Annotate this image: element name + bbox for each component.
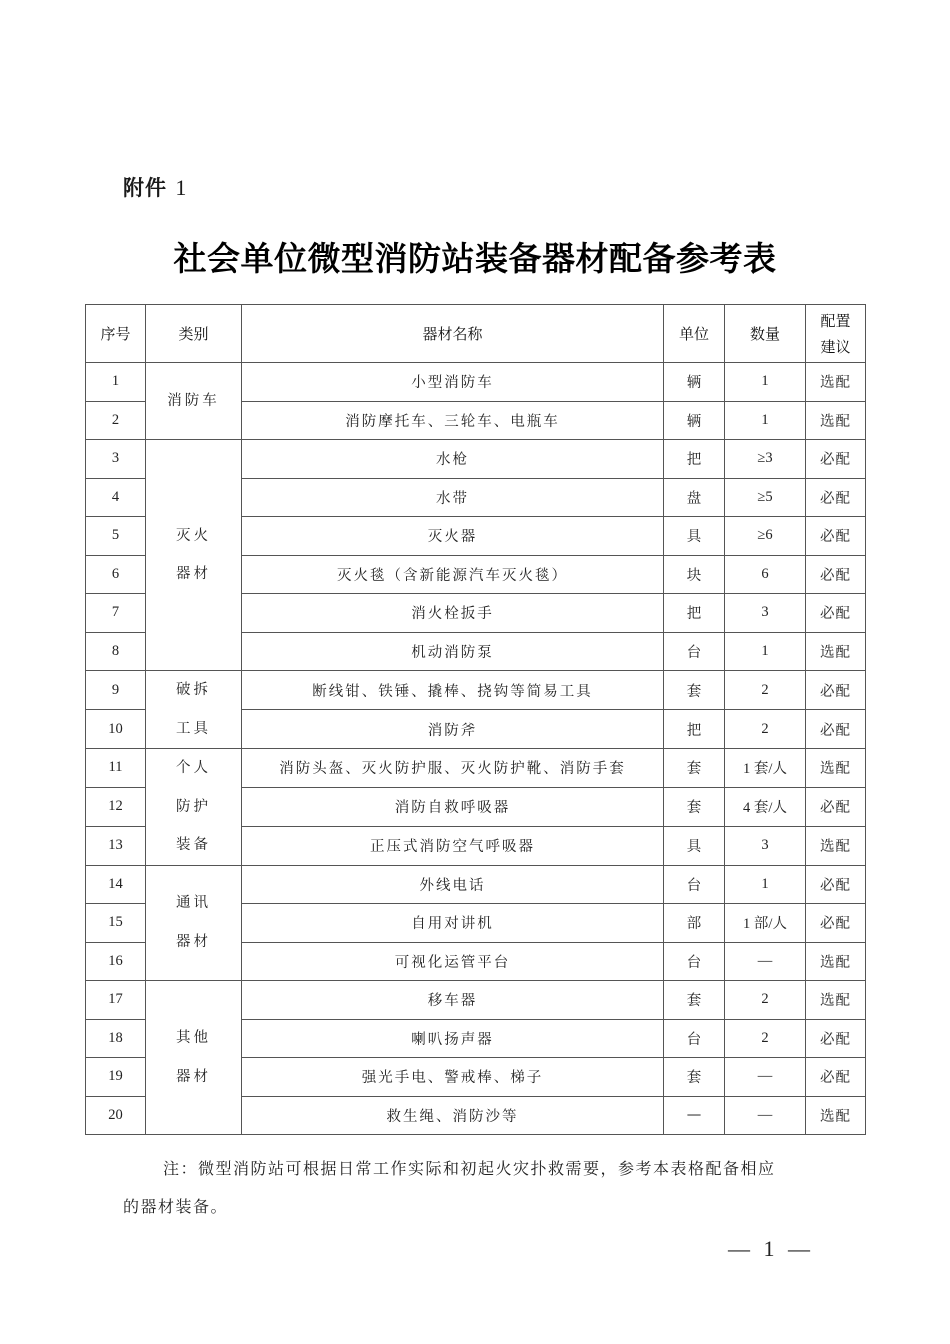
cell-index: 7 bbox=[86, 594, 146, 633]
category-line: 装备 bbox=[176, 837, 211, 853]
cell-unit: 套 bbox=[664, 787, 725, 826]
note-line-2: 的器材装备。 bbox=[123, 1197, 229, 1216]
category-line: 器材 bbox=[176, 1068, 211, 1085]
cell-unit: 把 bbox=[664, 710, 725, 749]
category-communication bbox=[146, 865, 242, 981]
cell-suggestion: 选配 bbox=[806, 942, 866, 981]
cell-quantity: ≥3 bbox=[725, 440, 806, 479]
cell-suggestion: 必配 bbox=[806, 787, 866, 826]
cell-suggestion: 必配 bbox=[806, 671, 866, 710]
cell-quantity: 1 bbox=[725, 632, 806, 671]
cell-name: 外线电话 bbox=[242, 865, 664, 904]
cell-unit: 辆 bbox=[664, 363, 725, 402]
cell-suggestion: 选配 bbox=[806, 363, 866, 402]
cell-index: 4 bbox=[86, 478, 146, 517]
header-suggestion-line1: 配置 bbox=[820, 311, 851, 330]
equipment-table bbox=[85, 304, 866, 1135]
cell-quantity: 2 bbox=[725, 710, 806, 749]
cell-index: 6 bbox=[86, 555, 146, 594]
cell-quantity: 1 bbox=[725, 401, 806, 440]
cell-index: 17 bbox=[86, 981, 146, 1020]
cell-unit: 具 bbox=[664, 826, 725, 865]
cell-index: 5 bbox=[86, 517, 146, 556]
attachment-text: 附件 bbox=[123, 176, 167, 200]
attachment-number: 1 bbox=[175, 175, 188, 200]
cell-quantity: ≥5 bbox=[725, 478, 806, 517]
header-suggestion bbox=[806, 305, 866, 363]
cell-suggestion: 选配 bbox=[806, 401, 866, 440]
cell-unit: 块 bbox=[664, 555, 725, 594]
cell-quantity: 6 bbox=[725, 555, 806, 594]
cell-quantity: 1 bbox=[725, 363, 806, 402]
cell-name: 自用对讲机 bbox=[242, 904, 664, 943]
header-unit: 单位 bbox=[664, 305, 725, 363]
cell-index: 16 bbox=[86, 942, 146, 981]
cell-suggestion: 必配 bbox=[806, 904, 866, 943]
cell-index: 9 bbox=[86, 671, 146, 710]
cell-unit: 套 bbox=[664, 981, 725, 1020]
header-category: 类别 bbox=[146, 305, 242, 363]
category-fire-truck bbox=[146, 363, 242, 440]
cell-suggestion: 必配 bbox=[806, 517, 866, 556]
cell-quantity: 4 套/人 bbox=[725, 787, 806, 826]
table-row bbox=[86, 981, 866, 1020]
cell-quantity: 2 bbox=[725, 1019, 806, 1058]
cell-unit: 把 bbox=[664, 440, 725, 479]
cell-index: 1 bbox=[86, 363, 146, 402]
cell-name: 断线钳、铁锤、撬棒、挠钩等简易工具 bbox=[242, 671, 664, 710]
cell-quantity: — bbox=[725, 1058, 806, 1097]
cell-name: 灭火毯（含新能源汽车灭火毯） bbox=[242, 555, 664, 594]
cell-name: 消防头盔、灭火防护服、灭火防护靴、消防手套 bbox=[242, 749, 664, 788]
category-line: 灭火 bbox=[176, 527, 211, 544]
cell-name: 水带 bbox=[242, 478, 664, 517]
cell-suggestion: 必配 bbox=[806, 1058, 866, 1097]
cell-suggestion: 必配 bbox=[806, 440, 866, 479]
cell-suggestion: 选配 bbox=[806, 749, 866, 788]
cell-suggestion: 必配 bbox=[806, 865, 866, 904]
cell-name: 消火栓扳手 bbox=[242, 594, 664, 633]
cell-index: 14 bbox=[86, 865, 146, 904]
category-line: 工具 bbox=[176, 720, 211, 737]
cell-name: 正压式消防空气呼吸器 bbox=[242, 826, 664, 865]
cell-quantity: 1 部/人 bbox=[725, 904, 806, 943]
cell-unit: 盘 bbox=[664, 478, 725, 517]
attachment-label bbox=[123, 172, 187, 202]
cell-unit: 套 bbox=[664, 671, 725, 710]
cell-index: 13 bbox=[86, 826, 146, 865]
cell-unit: 把 bbox=[664, 594, 725, 633]
cell-name: 强光手电、警戒棒、梯子 bbox=[242, 1058, 664, 1097]
cell-index: 8 bbox=[86, 632, 146, 671]
cell-quantity: 2 bbox=[725, 671, 806, 710]
table-row bbox=[86, 749, 866, 788]
cell-name: 小型消防车 bbox=[242, 363, 664, 402]
cell-quantity: — bbox=[725, 942, 806, 981]
table-note bbox=[123, 1150, 843, 1226]
category-personal-protection bbox=[146, 749, 242, 866]
table-row bbox=[86, 440, 866, 479]
header-suggestion-line2: 建议 bbox=[820, 337, 851, 356]
header-quantity: 数量 bbox=[725, 305, 806, 363]
category-line: 消防车 bbox=[167, 392, 220, 409]
cell-suggestion: 必配 bbox=[806, 555, 866, 594]
category-line: 防护 bbox=[176, 798, 211, 815]
cell-name: 喇叭扬声器 bbox=[242, 1019, 664, 1058]
cell-unit: 套 bbox=[664, 1058, 725, 1097]
cell-unit: 套 bbox=[664, 749, 725, 788]
cell-name: 移车器 bbox=[242, 981, 664, 1020]
cell-suggestion: 选配 bbox=[806, 632, 866, 671]
cell-unit: 具 bbox=[664, 517, 725, 556]
cell-index: 2 bbox=[86, 401, 146, 440]
cell-quantity: 3 bbox=[725, 594, 806, 633]
cell-unit: 辆 bbox=[664, 401, 725, 440]
cell-quantity: 1 套/人 bbox=[725, 749, 806, 788]
cell-quantity: 3 bbox=[725, 826, 806, 865]
cell-unit: — bbox=[664, 1096, 725, 1135]
cell-index: 19 bbox=[86, 1058, 146, 1097]
cell-index: 3 bbox=[86, 440, 146, 479]
category-demolition bbox=[146, 671, 242, 749]
cell-suggestion: 必配 bbox=[806, 1019, 866, 1058]
cell-name: 机动消防泵 bbox=[242, 632, 664, 671]
cell-unit: 台 bbox=[664, 942, 725, 981]
category-firefighting bbox=[146, 440, 242, 671]
cell-suggestion: 必配 bbox=[806, 478, 866, 517]
document-title: 社会单位微型消防站装备器材配备参考表 bbox=[173, 239, 777, 278]
category-line: 通讯 bbox=[176, 895, 211, 912]
table-header-row bbox=[86, 305, 866, 363]
cell-quantity: — bbox=[725, 1096, 806, 1135]
cell-unit: 台 bbox=[664, 632, 725, 671]
cell-suggestion: 必配 bbox=[806, 594, 866, 633]
category-line: 器材 bbox=[176, 566, 211, 582]
category-line: 个人 bbox=[176, 760, 211, 776]
cell-unit: 部 bbox=[664, 904, 725, 943]
cell-name: 消防自救呼吸器 bbox=[242, 787, 664, 826]
cell-suggestion: 选配 bbox=[806, 981, 866, 1020]
cell-unit: 台 bbox=[664, 1019, 725, 1058]
category-line: 破拆 bbox=[176, 682, 211, 698]
cell-suggestion: 选配 bbox=[806, 826, 866, 865]
cell-index: 20 bbox=[86, 1096, 146, 1135]
cell-suggestion: 必配 bbox=[806, 710, 866, 749]
cell-quantity: 2 bbox=[725, 981, 806, 1020]
table-row bbox=[86, 363, 866, 402]
cell-name: 水枪 bbox=[242, 440, 664, 479]
cell-suggestion: 选配 bbox=[806, 1096, 866, 1135]
note-line-1: 注：微型消防站可根据日常工作实际和初起火灾扑救需要，参考本表格配备相应 bbox=[163, 1159, 776, 1178]
category-line: 器材 bbox=[176, 933, 211, 950]
header-name: 器材名称 bbox=[242, 305, 664, 363]
header-index: 序号 bbox=[86, 305, 146, 363]
cell-name: 救生绳、消防沙等 bbox=[242, 1096, 664, 1135]
cell-index: 10 bbox=[86, 710, 146, 749]
cell-index: 12 bbox=[86, 787, 146, 826]
cell-index: 18 bbox=[86, 1019, 146, 1058]
cell-quantity: 1 bbox=[725, 865, 806, 904]
cell-index: 11 bbox=[86, 749, 146, 788]
cell-name: 消防摩托车、三轮车、电瓶车 bbox=[242, 401, 664, 440]
category-other bbox=[146, 981, 242, 1135]
cell-quantity: ≥6 bbox=[725, 517, 806, 556]
cell-name: 可视化运管平台 bbox=[242, 942, 664, 981]
cell-name: 消防斧 bbox=[242, 710, 664, 749]
category-line: 其他 bbox=[176, 1030, 211, 1046]
table-row bbox=[86, 671, 866, 710]
table-row bbox=[86, 865, 866, 904]
page-number: — 1 — bbox=[728, 1236, 814, 1261]
cell-name: 灭火器 bbox=[242, 517, 664, 556]
cell-unit: 台 bbox=[664, 865, 725, 904]
cell-index: 15 bbox=[86, 904, 146, 943]
